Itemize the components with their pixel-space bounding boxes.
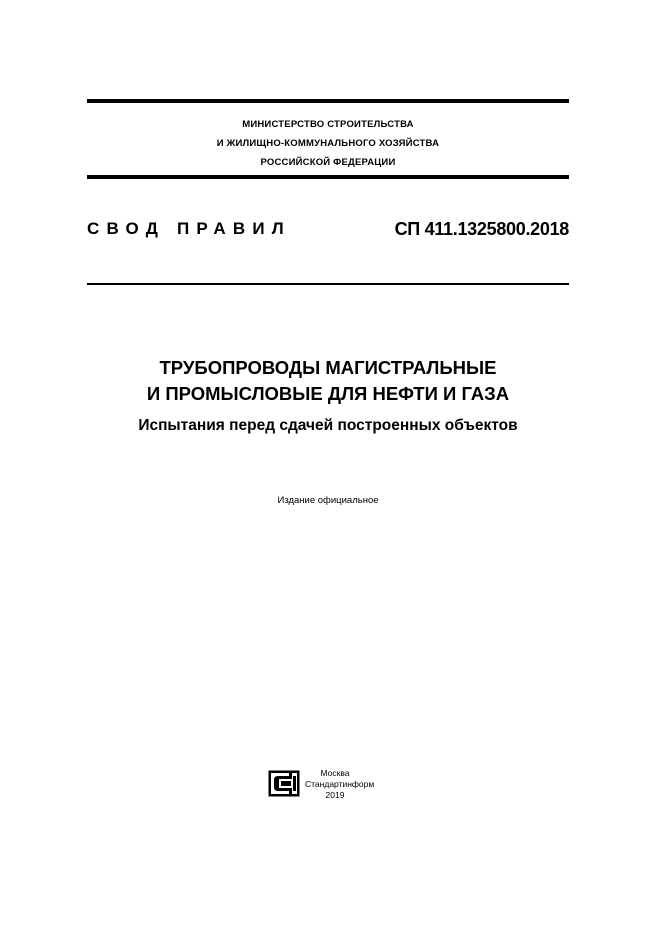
publisher-name: Стандартинформ <box>305 779 375 789</box>
publisher-block <box>305 768 375 801</box>
ministry-header <box>87 115 569 172</box>
standartinform-logo-icon <box>268 770 300 797</box>
title-line-1: ТРУБОПРОВОДЫ МАГИСТРАЛЬНЫЕ <box>159 357 497 378</box>
document-code: СП 411.1325800.2018 <box>394 219 569 239</box>
title-line-2: И ПРОМЫСЛОВЫЕ ДЛЯ НЕФТИ И ГАЗА <box>146 383 510 404</box>
header-bottom-rule <box>87 175 569 179</box>
ministry-line-3: РОССИЙСКОЙ ФЕДЕРАЦИИ <box>260 157 396 168</box>
publisher-city: Москва <box>320 768 350 778</box>
ministry-line-2: И ЖИЛИЩНО-КОММУНАЛЬНОГО ХОЗЯЙСТВА <box>216 138 440 149</box>
document-type-label: СВОД ПРАВИЛ <box>87 219 291 238</box>
code-bottom-rule <box>87 283 569 285</box>
document-subtitle: Испытания перед сдачей построенных объектов <box>138 417 518 434</box>
ministry-line-1: МИНИСТЕРСТВО СТРОИТЕЛЬСТВА <box>242 119 414 130</box>
top-rule <box>87 99 569 103</box>
document-title <box>60 355 596 407</box>
publisher-year: 2019 <box>325 790 345 800</box>
edition-label: Издание официальное <box>277 495 379 506</box>
